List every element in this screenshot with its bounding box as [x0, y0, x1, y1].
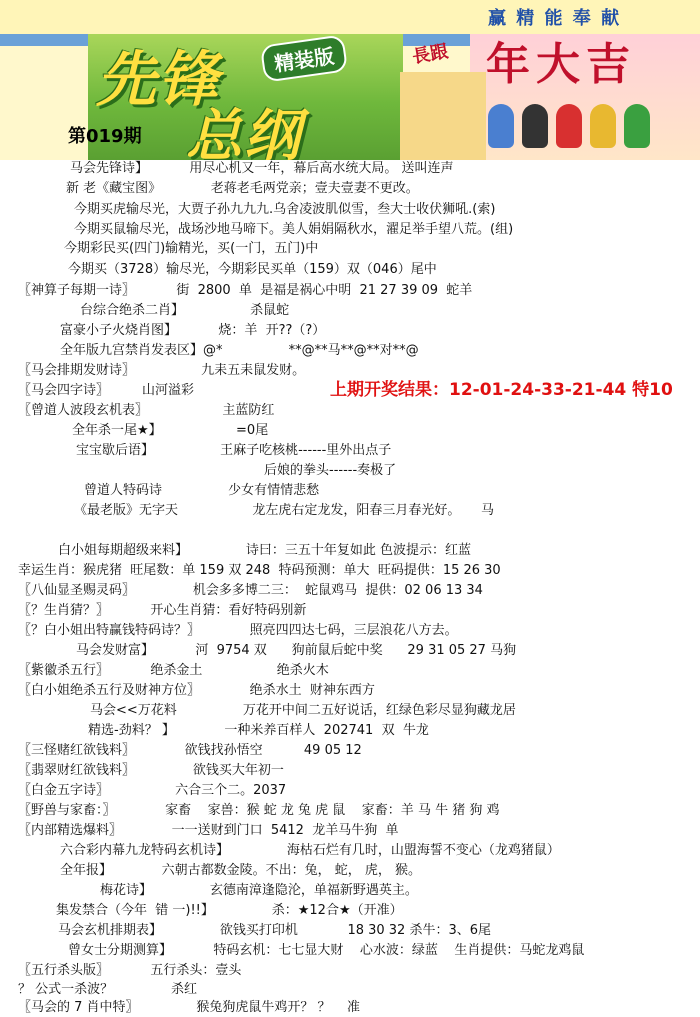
text-line: 马会<<万花料 万花开中间二五好说话，红绿色彩尽显狗藏龙居	[90, 703, 516, 718]
text-line: 幸运生肖：猴虎猪 旺尾数：单 159 双 248 特码预测：单大 旺码提供：15 26 30	[18, 563, 501, 578]
text-line: 曾女士分期测算】 特码玄机：七七显大财 心水波：绿蓝 生肖提供：马蛇龙鸡鼠	[68, 943, 585, 958]
text-line: 马会玄机排期表】 欲钱买打印机 18 30 32 杀牛：3、6尾	[58, 923, 492, 938]
text-line: 〖翡翠财红欲钱料〗 欲钱买大年初一	[18, 763, 284, 778]
text-line: 〖？生肖猜？〗 开心生肖猜：看好特码别新	[18, 603, 307, 618]
text-line: 〖曾道人波段玄机表〗 主蓝防红	[18, 403, 275, 418]
text-line: 马会先锋诗】 用尽心机又一年，幕后高水统大局。 送叫连声	[70, 161, 454, 176]
last-draw-result: 上期开奖结果：12-01-24-33-21-44 特10	[330, 380, 673, 400]
text-line: 梅花诗】 玄德南漳逢隐沦，单福新野遇英主。	[100, 883, 418, 898]
text-line: 宝宝歇后语】 王麻子吃核桃------里外出点子	[76, 443, 392, 458]
text-line: 曾道人特码诗 少女有情情悲愁	[84, 483, 320, 498]
text-line: 全年杀一尾★】 =0尾	[72, 423, 269, 438]
mascot-blue-icon	[488, 104, 514, 148]
issue-number: 第019期	[68, 126, 142, 147]
mascot-row	[488, 104, 650, 148]
text-line: 今期买（3728）输尽光，今期彩民买单（159）双（046）尾中	[68, 262, 437, 277]
text-line: 新 老《藏宝图》 老蒋老毛两党亲；壹夫壹妻不更改。	[66, 181, 419, 196]
text-line: 全年报】 六朝古都数金陵。不出：兔， 蛇， 虎， 猴。	[60, 863, 421, 878]
text-line: 今期彩民买(四门)输精光，买(一门，五门)中	[64, 241, 319, 256]
mascot-yellow-icon	[590, 104, 616, 148]
text-line: 〖白小姐绝杀五行及财神方位〗 绝杀水土 财神东西方	[18, 683, 375, 698]
text-line: 〖神算子每期一诗〗 街 2800 单 是福是祸心中明 21 27 39 09 蛇羊	[18, 283, 473, 298]
mascot-red-icon	[556, 104, 582, 148]
text-line: 〖马会的 7 肖中特〗 猴兔狗虎鼠牛鸡开？ ？ 准	[18, 1000, 361, 1015]
text-line: 〖三怪赌红欲钱料〗 欲钱找孙悟空 49 05 12	[18, 743, 362, 758]
text-line: 集发禁合（今年 错 一)!!】 杀：★12合★（开准）	[56, 903, 403, 918]
mascot-green-icon	[624, 104, 650, 148]
header-banner	[0, 0, 700, 160]
banner-slogan: 赢 精 能 奉 献	[488, 8, 622, 29]
banner-changgen: 長跟	[410, 41, 450, 68]
text-line: 富豪小子火烧肖图】 烧：羊 开??（?）	[60, 323, 326, 338]
text-line: 精选-劲料？ 】 一种米养百样人 202741 双 牛龙	[88, 723, 429, 738]
banner-title-top: 先锋	[96, 45, 220, 115]
text-line: 后娘的拳头------奏极了	[264, 463, 397, 478]
text-line: 〖马会排期发财诗〗 九耒五耒鼠发财。	[18, 363, 306, 378]
text-line: ？ 公式一杀波？ 杀红	[18, 982, 197, 997]
text-line: 白小姐每期超级来料】 诗曰：三五十年复如此 色波提示：红蓝	[58, 543, 471, 558]
text-line: 全年版九宫禁肖发表区】@* **@**马**@**对**@	[60, 343, 419, 358]
text-line: 〖马会四字诗〗 山河溢彩	[18, 383, 195, 398]
text-line: 台综合绝杀二肖】 杀鼠蛇	[80, 303, 290, 318]
text-line: 〖野兽与家畜：〗 家畜 家兽：猴 蛇 龙 兔 虎 鼠 家畜：羊 马 牛 猪 狗 鸡	[18, 803, 500, 818]
text-line: 六合彩内幕九龙特码玄机诗】 海枯石烂有几时，山盟海誓不变心（龙鸡猪鼠）	[60, 843, 560, 858]
banner-nian-title: 年大吉	[486, 39, 636, 90]
text-line: 今期买鼠输尽光，战场沙地马啼下。美人娟娟隔秋水，濯足举手望八荒。(组)	[74, 222, 514, 237]
banner-sun-block	[400, 72, 486, 160]
text-line: 马会发财富】 河 9754 双 狗前鼠后蛇中奖 29 31 05 27 马狗	[76, 643, 517, 658]
text-line: 〖内部精选爆料〗 一一送财到门口 5412 龙羊马牛狗 单	[18, 823, 399, 838]
text-line: 〖白金五字诗〗 六合三个二。2037	[18, 783, 287, 798]
banner-title-bottom: 总纲	[186, 104, 302, 160]
text-line: 〖八仙显圣赐灵码〗 机会多多博二三： 蛇鼠鸡马 提供：02 06 13 34	[18, 583, 483, 598]
text-line: 〖？白小姐出特赢钱特码诗？〗 照亮四四达七码，三层浪花八方去。	[18, 623, 458, 638]
text-line: 〖紫徽杀五行〗 绝杀金土 绝杀火木	[18, 663, 329, 678]
text-line: 《最老版》无字天 龙左虎右定龙发，阳春三月春光好。 马	[74, 503, 495, 518]
text-line: 今期买虎输尽光，大贾子孙九九九.乌舍凌波肌似雪，叁大士收伏狮吼.(索)	[74, 202, 496, 217]
banner-edition-badge: 精装版	[260, 34, 348, 82]
mascot-black-icon	[522, 104, 548, 148]
text-line: 〖五行杀头版〗 五行杀头：壹头	[18, 963, 242, 978]
